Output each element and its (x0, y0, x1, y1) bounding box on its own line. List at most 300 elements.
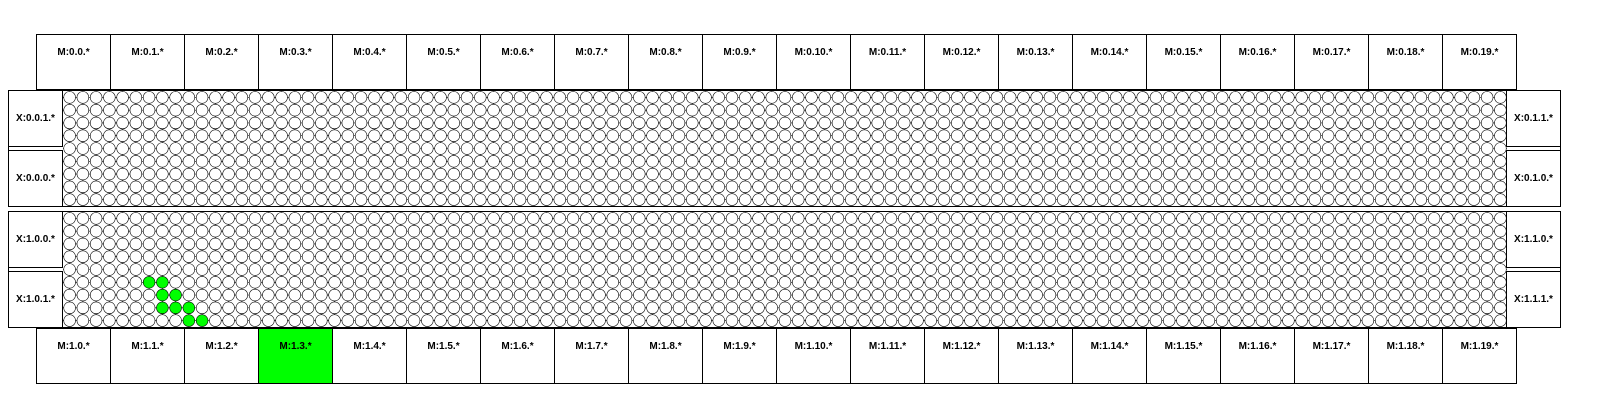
node[interactable] (1375, 117, 1387, 129)
node[interactable] (170, 264, 182, 276)
node[interactable] (527, 117, 539, 129)
node[interactable] (170, 104, 182, 116)
node[interactable] (739, 117, 751, 129)
node[interactable] (368, 130, 380, 142)
node[interactable] (1494, 213, 1506, 225)
node[interactable] (488, 117, 500, 129)
node[interactable] (1349, 276, 1361, 288)
node[interactable] (1084, 238, 1096, 250)
node[interactable] (965, 213, 977, 225)
node[interactable] (1283, 225, 1295, 237)
node[interactable] (236, 302, 248, 314)
node[interactable] (1336, 264, 1348, 276)
node[interactable] (1163, 225, 1175, 237)
node[interactable] (1004, 302, 1016, 314)
node[interactable] (117, 289, 129, 301)
node[interactable] (117, 143, 129, 155)
node[interactable] (792, 225, 804, 237)
node[interactable] (819, 315, 831, 327)
node[interactable] (739, 238, 751, 250)
node[interactable] (289, 238, 301, 250)
node[interactable] (1057, 315, 1069, 327)
node[interactable] (276, 251, 288, 263)
node[interactable] (859, 225, 871, 237)
node[interactable] (249, 276, 261, 288)
node[interactable] (1468, 155, 1480, 167)
node[interactable] (1137, 251, 1149, 263)
node[interactable] (64, 143, 76, 155)
node[interactable] (1402, 213, 1414, 225)
node[interactable] (1203, 302, 1215, 314)
node[interactable] (368, 117, 380, 129)
node[interactable] (368, 181, 380, 193)
node[interactable] (1269, 143, 1281, 155)
node[interactable] (1018, 251, 1030, 263)
node[interactable] (660, 143, 672, 155)
node[interactable] (368, 194, 380, 206)
node[interactable] (1071, 104, 1083, 116)
node[interactable] (885, 92, 897, 104)
node[interactable] (713, 276, 725, 288)
node[interactable] (1402, 181, 1414, 193)
node[interactable] (156, 264, 168, 276)
node[interactable] (1402, 155, 1414, 167)
node[interactable] (991, 117, 1003, 129)
node[interactable] (1044, 181, 1056, 193)
node-active[interactable] (196, 315, 208, 327)
node[interactable] (1004, 289, 1016, 301)
node[interactable] (395, 143, 407, 155)
module-bottom-2[interactable]: M:1.2.* (184, 328, 259, 384)
node[interactable] (991, 194, 1003, 206)
node[interactable] (1004, 168, 1016, 180)
node[interactable] (302, 289, 314, 301)
node[interactable] (938, 155, 950, 167)
node[interactable] (1137, 92, 1149, 104)
node[interactable] (1216, 264, 1228, 276)
node[interactable] (209, 168, 221, 180)
node[interactable] (1163, 213, 1175, 225)
node[interactable] (1256, 117, 1268, 129)
node[interactable] (580, 289, 592, 301)
node[interactable] (660, 289, 672, 301)
node[interactable] (1455, 155, 1467, 167)
node[interactable] (885, 104, 897, 116)
node[interactable] (1322, 130, 1334, 142)
node[interactable] (276, 315, 288, 327)
node[interactable] (686, 92, 698, 104)
node[interactable] (766, 315, 778, 327)
node[interactable] (806, 276, 818, 288)
node[interactable] (951, 276, 963, 288)
node[interactable] (183, 143, 195, 155)
node[interactable] (435, 276, 447, 288)
node[interactable] (382, 143, 394, 155)
node[interactable] (673, 168, 685, 180)
node[interactable] (1455, 92, 1467, 104)
node[interactable] (1402, 194, 1414, 206)
node[interactable] (77, 238, 89, 250)
node[interactable] (276, 238, 288, 250)
node[interactable] (541, 143, 553, 155)
node[interactable] (236, 225, 248, 237)
node[interactable] (726, 276, 738, 288)
node[interactable] (1137, 289, 1149, 301)
node[interactable] (792, 302, 804, 314)
node[interactable] (779, 264, 791, 276)
node[interactable] (1375, 155, 1387, 167)
node[interactable] (461, 104, 473, 116)
node[interactable] (130, 92, 142, 104)
node[interactable] (991, 181, 1003, 193)
node[interactable] (832, 238, 844, 250)
node[interactable] (1018, 225, 1030, 237)
node[interactable] (766, 104, 778, 116)
node[interactable] (196, 104, 208, 116)
node[interactable] (1031, 104, 1043, 116)
node[interactable] (885, 225, 897, 237)
node[interactable] (435, 251, 447, 263)
node[interactable] (845, 117, 857, 129)
node[interactable] (607, 130, 619, 142)
node[interactable] (1415, 251, 1427, 263)
node[interactable] (872, 264, 884, 276)
node[interactable] (461, 302, 473, 314)
node[interactable] (1177, 143, 1189, 155)
node[interactable] (302, 276, 314, 288)
node[interactable] (872, 130, 884, 142)
node[interactable] (474, 225, 486, 237)
node[interactable] (77, 302, 89, 314)
node[interactable] (64, 251, 76, 263)
node[interactable] (951, 251, 963, 263)
node[interactable] (223, 155, 235, 167)
node[interactable] (170, 155, 182, 167)
node[interactable] (792, 130, 804, 142)
node[interactable] (965, 225, 977, 237)
node[interactable] (991, 251, 1003, 263)
node[interactable] (183, 155, 195, 167)
node[interactable] (845, 289, 857, 301)
node[interactable] (1044, 251, 1056, 263)
node[interactable] (1455, 181, 1467, 193)
node[interactable] (859, 181, 871, 193)
node[interactable] (302, 302, 314, 314)
node[interactable] (289, 104, 301, 116)
node[interactable] (845, 143, 857, 155)
node[interactable] (1216, 251, 1228, 263)
node[interactable] (342, 181, 354, 193)
node[interactable] (660, 213, 672, 225)
module-bottom-15[interactable]: M:1.15.* (1146, 328, 1221, 384)
node[interactable] (1216, 315, 1228, 327)
node[interactable] (859, 130, 871, 142)
node[interactable] (64, 276, 76, 288)
node[interactable] (594, 168, 606, 180)
node[interactable] (514, 276, 526, 288)
node[interactable] (1071, 238, 1083, 250)
node[interactable] (488, 276, 500, 288)
node[interactable] (421, 155, 433, 167)
node[interactable] (355, 194, 367, 206)
node[interactable] (1084, 117, 1096, 129)
node[interactable] (792, 264, 804, 276)
node[interactable] (1309, 251, 1321, 263)
node[interactable] (1004, 238, 1016, 250)
node[interactable] (1018, 238, 1030, 250)
node[interactable] (607, 117, 619, 129)
node[interactable] (1044, 276, 1056, 288)
node[interactable] (792, 251, 804, 263)
node[interactable] (435, 302, 447, 314)
node[interactable] (766, 181, 778, 193)
node[interactable] (276, 117, 288, 129)
node[interactable] (660, 92, 672, 104)
node[interactable] (329, 225, 341, 237)
node[interactable] (951, 155, 963, 167)
node[interactable] (726, 143, 738, 155)
node[interactable] (117, 315, 129, 327)
node[interactable] (342, 289, 354, 301)
node[interactable] (501, 315, 513, 327)
node[interactable] (1362, 276, 1374, 288)
node[interactable] (1071, 302, 1083, 314)
node[interactable] (554, 104, 566, 116)
node[interactable] (1018, 143, 1030, 155)
node[interactable] (1084, 181, 1096, 193)
node[interactable] (726, 238, 738, 250)
node[interactable] (898, 104, 910, 116)
node[interactable] (912, 181, 924, 193)
node[interactable] (1296, 155, 1308, 167)
node[interactable] (938, 130, 950, 142)
node[interactable] (196, 194, 208, 206)
node[interactable] (541, 92, 553, 104)
node[interactable] (1190, 225, 1202, 237)
module-top-6[interactable]: M:0.6.* (480, 34, 555, 90)
node[interactable] (1071, 276, 1083, 288)
node[interactable] (541, 238, 553, 250)
node[interactable] (885, 130, 897, 142)
node[interactable] (832, 130, 844, 142)
node[interactable] (978, 315, 990, 327)
node[interactable] (700, 155, 712, 167)
node[interactable] (527, 213, 539, 225)
node[interactable] (1442, 155, 1454, 167)
node[interactable] (209, 238, 221, 250)
node[interactable] (1415, 130, 1427, 142)
node[interactable] (209, 264, 221, 276)
node[interactable] (633, 168, 645, 180)
node[interactable] (1137, 181, 1149, 193)
node[interactable] (912, 251, 924, 263)
node[interactable] (77, 213, 89, 225)
node[interactable] (249, 289, 261, 301)
node[interactable] (289, 168, 301, 180)
module-top-18[interactable]: M:0.18.* (1368, 34, 1443, 90)
node[interactable] (792, 117, 804, 129)
node[interactable] (660, 104, 672, 116)
node[interactable] (488, 289, 500, 301)
node[interactable] (474, 264, 486, 276)
node[interactable] (1442, 276, 1454, 288)
node[interactable] (1097, 92, 1109, 104)
node[interactable] (1415, 225, 1427, 237)
node[interactable] (1349, 143, 1361, 155)
node[interactable] (223, 315, 235, 327)
node[interactable] (1296, 213, 1308, 225)
node[interactable] (1018, 264, 1030, 276)
node[interactable] (1428, 143, 1440, 155)
node[interactable] (885, 251, 897, 263)
node[interactable] (1375, 213, 1387, 225)
node[interactable] (236, 130, 248, 142)
node[interactable] (289, 264, 301, 276)
node[interactable] (143, 168, 155, 180)
node[interactable] (594, 130, 606, 142)
node[interactable] (660, 117, 672, 129)
node[interactable] (620, 143, 632, 155)
node[interactable] (1031, 238, 1043, 250)
node[interactable] (1256, 251, 1268, 263)
node[interactable] (951, 238, 963, 250)
node[interactable] (302, 181, 314, 193)
node[interactable] (1203, 155, 1215, 167)
node[interactable] (355, 302, 367, 314)
node[interactable] (1031, 143, 1043, 155)
node[interactable] (607, 143, 619, 155)
node[interactable] (421, 181, 433, 193)
node[interactable] (209, 302, 221, 314)
node[interactable] (501, 276, 513, 288)
node[interactable] (1256, 155, 1268, 167)
node[interactable] (1402, 225, 1414, 237)
node[interactable] (315, 143, 327, 155)
node[interactable] (1468, 117, 1480, 129)
node[interactable] (594, 155, 606, 167)
node[interactable] (1110, 194, 1122, 206)
node[interactable] (1057, 289, 1069, 301)
node[interactable] (77, 168, 89, 180)
node[interactable] (1163, 143, 1175, 155)
node[interactable] (1230, 181, 1242, 193)
node[interactable] (368, 315, 380, 327)
node[interactable] (1137, 117, 1149, 129)
module-bottom-1[interactable]: M:1.1.* (110, 328, 185, 384)
node[interactable] (541, 130, 553, 142)
node[interactable] (660, 168, 672, 180)
node[interactable] (1494, 238, 1506, 250)
node[interactable] (1389, 251, 1401, 263)
node[interactable] (488, 225, 500, 237)
node[interactable] (872, 194, 884, 206)
node[interactable] (1110, 155, 1122, 167)
node[interactable] (289, 315, 301, 327)
node[interactable] (1031, 276, 1043, 288)
node[interactable] (342, 130, 354, 142)
node[interactable] (819, 117, 831, 129)
module-bottom-0[interactable]: M:1.0.* (36, 328, 111, 384)
node[interactable] (1163, 155, 1175, 167)
node[interactable] (859, 302, 871, 314)
node[interactable] (474, 213, 486, 225)
node[interactable] (156, 213, 168, 225)
node[interactable] (1336, 289, 1348, 301)
node[interactable] (779, 104, 791, 116)
node[interactable] (1137, 155, 1149, 167)
node[interactable] (1230, 130, 1242, 142)
node[interactable] (262, 92, 274, 104)
node[interactable] (1428, 168, 1440, 180)
node[interactable] (382, 264, 394, 276)
node[interactable] (1375, 168, 1387, 180)
node[interactable] (527, 276, 539, 288)
node[interactable] (779, 289, 791, 301)
node[interactable] (607, 213, 619, 225)
node[interactable] (223, 251, 235, 263)
node[interactable] (912, 155, 924, 167)
node[interactable] (461, 155, 473, 167)
node[interactable] (1455, 276, 1467, 288)
node[interactable] (143, 117, 155, 129)
node[interactable] (938, 276, 950, 288)
node[interactable] (1124, 213, 1136, 225)
node[interactable] (1124, 194, 1136, 206)
module-top-19[interactable]: M:0.19.* (1442, 34, 1517, 90)
node[interactable] (1084, 264, 1096, 276)
node[interactable] (514, 251, 526, 263)
node[interactable] (1031, 315, 1043, 327)
node[interactable] (686, 117, 698, 129)
node[interactable] (832, 143, 844, 155)
node[interactable] (514, 168, 526, 180)
node[interactable] (1375, 289, 1387, 301)
node[interactable] (1177, 213, 1189, 225)
node[interactable] (1468, 289, 1480, 301)
node[interactable] (912, 92, 924, 104)
node[interactable] (1415, 302, 1427, 314)
node[interactable] (1084, 168, 1096, 180)
node[interactable] (183, 92, 195, 104)
node[interactable] (938, 181, 950, 193)
node[interactable] (713, 92, 725, 104)
node[interactable] (1481, 276, 1493, 288)
node[interactable] (262, 143, 274, 155)
node[interactable] (938, 117, 950, 129)
node[interactable] (991, 276, 1003, 288)
node[interactable] (90, 238, 102, 250)
node[interactable] (527, 155, 539, 167)
node[interactable] (474, 302, 486, 314)
node[interactable] (1415, 143, 1427, 155)
node[interactable] (1044, 92, 1056, 104)
node[interactable] (1243, 181, 1255, 193)
node[interactable] (912, 289, 924, 301)
node[interactable] (1442, 168, 1454, 180)
node[interactable] (1442, 264, 1454, 276)
node[interactable] (594, 251, 606, 263)
node[interactable] (289, 143, 301, 155)
node[interactable] (1468, 302, 1480, 314)
node[interactable] (474, 104, 486, 116)
node[interactable] (1243, 302, 1255, 314)
node[interactable] (435, 315, 447, 327)
node[interactable] (342, 92, 354, 104)
node[interactable] (845, 181, 857, 193)
node[interactable] (1389, 238, 1401, 250)
node[interactable] (315, 117, 327, 129)
node[interactable] (1362, 168, 1374, 180)
